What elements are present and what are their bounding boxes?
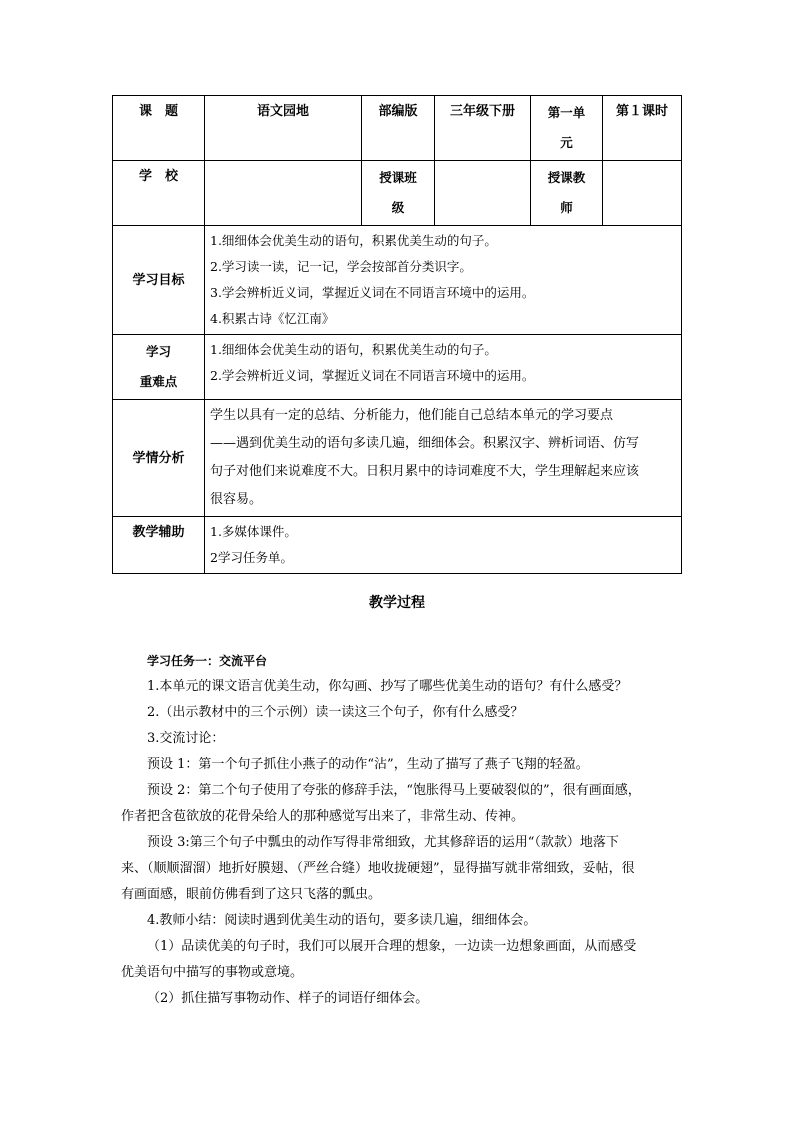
- school-value: [205, 161, 362, 226]
- aid-item: 1.多媒体课件。: [210, 524, 297, 539]
- key-point-item: 1.细细体会优美生动的语句，积累优美生动的句子。: [210, 342, 497, 357]
- lesson-plan-table: [112, 95, 682, 574]
- grade: 三年级下册: [435, 96, 531, 161]
- process-line: （1）品读优美的句子时，我们可以展开合理的想象，一边读一边想象画面，从而感受: [147, 939, 637, 954]
- analysis-line: ——遇到优美生动的语句多读几遍，细细体会。积累汉字、辨析词语、仿写: [210, 436, 640, 451]
- key-points-label-line2: 重难点: [139, 374, 178, 389]
- period: 第１课时: [603, 96, 682, 161]
- aids-label: 教学辅助: [113, 517, 205, 574]
- process-line: 来、（顺顺溜溜）地折好膜翅、（严丝合缝）地收拢硬翅”，显得描写就非常细致，妥帖，很: [121, 861, 635, 876]
- edition: 部编版: [362, 96, 435, 161]
- class-value: [435, 161, 531, 226]
- key-points-content: [205, 335, 682, 400]
- process-line: 4.教师小结：阅读时遇到优美生动的语句，要多读几遍，细细体会。: [147, 913, 537, 928]
- subject-label: 课 题: [113, 96, 205, 161]
- objective-item: 4.积累古诗《忆江南》: [210, 311, 335, 326]
- key-points-label: [113, 335, 205, 400]
- process-line: 预设 2：第二个句子使用了夸张的修辞手法，“饱胀得马上要破裂似的”，很有画面感，: [147, 783, 641, 798]
- table-row: [113, 96, 682, 161]
- class-label-line1: 授课班: [379, 170, 417, 185]
- objective-item: 2.学习读一读，记一记，学会按部首分类识字。: [210, 259, 472, 274]
- unit-line1: 第一单: [547, 105, 586, 120]
- process-line: 3.交流讨论：: [147, 731, 225, 746]
- unit: [531, 96, 603, 161]
- unit-line2: 元: [560, 135, 573, 150]
- task-title: 学习任务一：交流平台: [147, 654, 268, 668]
- analysis-line: 很容易。: [210, 492, 263, 507]
- analysis-label: 学情分析: [113, 400, 205, 517]
- objective-item: 3.学会辨析近义词，掌握近义词在不同语言环境中的运用。: [210, 285, 535, 300]
- process-line: 预设 1：第一个句子抓住小燕子的动作“沾”，生动了描写了燕子飞翔的轻盈。: [147, 757, 589, 772]
- table-row: [113, 517, 682, 574]
- section-heading: 教学过程: [369, 595, 425, 611]
- process-line: 作者把含苞欲放的花骨朵给人的那种感觉写出来了，非常生动、传神。: [121, 809, 525, 824]
- aids-content: [205, 517, 682, 574]
- objectives-label: 学习目标: [113, 226, 205, 335]
- process-line: 优美语句中描写的事物或意境。: [121, 965, 304, 980]
- analysis-content: [205, 400, 682, 517]
- table-row: [113, 335, 682, 400]
- class-label: [362, 161, 435, 226]
- teacher-label-line1: 授课教: [547, 170, 586, 185]
- table-row: [113, 226, 682, 335]
- subject-value: 语文园地: [205, 96, 362, 161]
- process-line: 1.本单元的课文语言优美生动，你勾画、抄写了哪些优美生动的语句？有什么感受？: [147, 679, 628, 694]
- process-line: 有画面感，眼前仿佛看到了这只飞落的瓢虫。: [121, 887, 382, 902]
- teacher-label: [531, 161, 603, 226]
- key-point-item: 2.学会辨析近义词，掌握近义词在不同语言环境中的运用。: [210, 368, 535, 383]
- analysis-line: 学生以具有一定的总结、分析能力，他们能自己总结本单元的学习要点: [210, 408, 614, 423]
- process-line: 预设 3:第三个句子中瓢虫的动作写得非常细致，尤其修辞语的运用“（款款）地落下: [147, 835, 619, 850]
- teacher-label-line2: 师: [560, 200, 573, 215]
- teacher-value: [603, 161, 682, 226]
- aid-item: 2学习任务单。: [210, 550, 293, 565]
- analysis-line: 句子对他们来说难度不大。日积月累中的诗词难度不大，学生理解起来应该: [210, 464, 640, 479]
- teaching-process: [121, 648, 687, 1012]
- objectives-content: [205, 226, 682, 335]
- process-line: （2）抓住描写事物动作、样子的词语仔细体会。: [147, 991, 429, 1006]
- process-line: 2.（出示教材中的三个示例）读一读这三个句子，你有什么感受？: [147, 705, 524, 720]
- table-row: [113, 161, 682, 226]
- class-label-line2: 级: [391, 200, 405, 215]
- key-points-label-line1: 学习: [145, 344, 171, 359]
- objective-item: 1.细细体会优美生动的语句，积累优美生动的句子。: [210, 233, 497, 248]
- table-row: [113, 400, 682, 517]
- school-label: 学 校: [113, 161, 205, 226]
